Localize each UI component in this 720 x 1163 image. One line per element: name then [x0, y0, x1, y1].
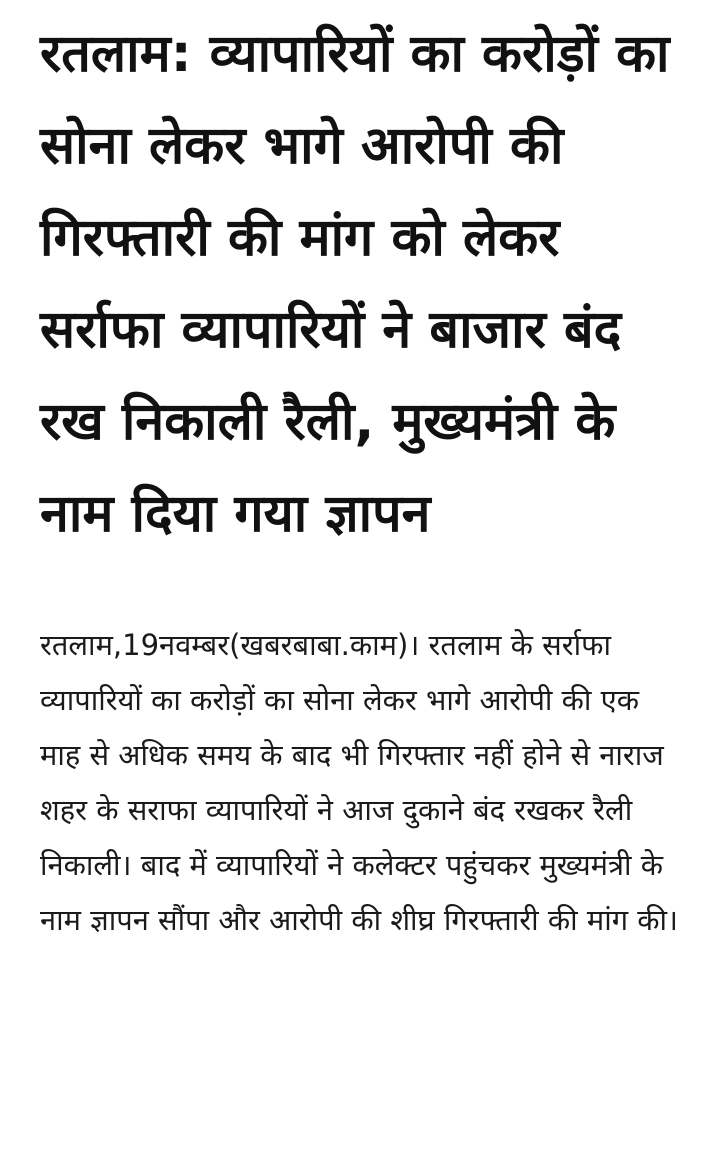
article-body: रतलाम,19नवम्बर(खबरबाबा.काम)। रतलाम के सर्राफा व्यापारियों का करोड़ों का सोना लेकर भागे आरोपी की एक माह से अधिक समय के बाद भी गिरफ्तार नहीं होने से नाराज शहर के सराफा व्यापारियों ने आज दुकाने बंद रखकर रैली निकाली। बाद में व्यापारियों ने कलेक्टर पहुंचकर मुख्यमंत्री के नाम ज्ञापन सौंपा और आरोपी की शीघ्र गिरफ्तारी की मांग की। [40, 628, 679, 937]
article-headline: रतलाम: व्यापारियों का करोड़ों का सोना लेकर भागे आरोपी की गिरफ्तारी की मांग को लेकर सर्राफा व्यापारियों ने बाजार बंद रख निकाली रैली, मुख्यमंत्री के नाम दिया गया ज्ञापन [40, 24, 670, 544]
